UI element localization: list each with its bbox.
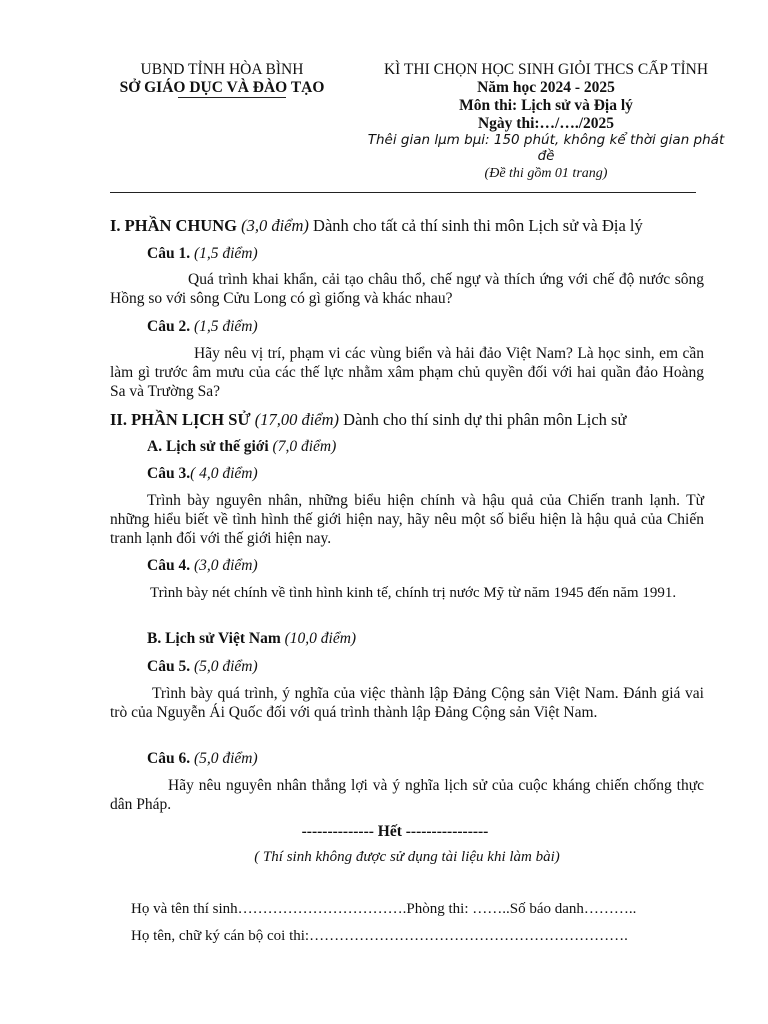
question-2-text: Hãy nêu vị trí, phạm vi các vùng biển và hải đảo Việt Nam? Là học sinh, em cần làm gì trước âm mưu của các thế lực nhằm xâm phạm chủ quyền đối với hai quần đảo Hoàng Sa và Trường Sa? [110,345,704,400]
part-a-heading [147,437,336,456]
question-2-label: Câu 2. [147,318,191,335]
section-1-points: (3,0 điểm) [241,216,309,235]
question-1-heading [147,244,258,263]
section-2-heading [110,410,704,429]
question-5-heading [147,657,258,676]
department-name: SỞ GIÁO DỤC VÀ ĐÀO TẠO [119,79,325,96]
question-4-text: Trình bày nét chính về tình hình kinh tế, chính trị nước Mỹ từ năm 1945 đến năm 1991. [150,585,677,601]
section-1-title: I. PHẦN CHUNG [110,216,237,235]
question-1-label: Câu 1. [147,245,191,262]
question-5-points: (5,0 điểm) [193,658,258,675]
exam-date: Ngày thi:…/…./2025 [477,115,615,132]
authority-name: UBND TỈNH HÒA BÌNH [140,61,304,78]
end-marker: -------------- Hết ---------------- [301,823,489,840]
section-1-heading [110,216,704,235]
part-b-points: (10,0 điểm) [280,630,357,647]
question-3-heading [147,464,258,483]
question-4-label: Câu 4. [147,557,191,574]
question-4-points: (3,0 điểm) [193,557,258,574]
invigilator-line: Họ tên, chữ ký cán bộ coi thi:………………………………………………………. [131,928,628,944]
question-1-text: Quá trình khai khẩn, cải tạo châu thổ, chế ngự và thích ứng với chế độ nước sông Hồng so với sông Cửu Long có gì giống và khác nhau? [110,271,704,307]
question-6-label: Câu 6. [147,750,191,767]
department-underline [178,97,286,98]
section-2-points: (17,00 điểm) [254,410,340,429]
exam-duration-cont: đề [537,148,555,164]
question-6-points: (5,0 điểm) [193,750,258,767]
question-6-heading [147,749,258,768]
exam-subject: Môn thi: Lịch sử và Địa lý [459,97,633,114]
part-b-heading [147,629,356,648]
question-4-heading [147,556,258,575]
header-divider [110,192,696,193]
question-5-label: Câu 5. [147,658,191,675]
question-6-text: Hãy nêu nguyên nhân thắng lợi và ý nghĩa lịch sử của cuộc kháng chiến chống thực dân Pháp. [110,777,704,813]
candidate-info-line: Họ và tên thí sinh…………………………….Phòng thi: ……..Số báo danh……….. [131,901,637,917]
question-5-text: Trình bày quá trình, ý nghĩa của việc thành lập Đảng Cộng sản Việt Nam. Đánh giá vai trò của Nguyễn Ái Quốc đối với quá trình thành lập Đảng Cộng sản Việt Nam. [110,685,704,721]
part-a-points: (7,0 điểm) [268,438,337,455]
school-year: Năm học 2024 - 2025 [477,79,615,96]
question-3-points: ( 4,0 điểm) [190,465,258,482]
section-1-desc: Dành cho tất cả thí sinh thi môn Lịch sử và Địa lý [308,216,643,235]
part-b-label: B. Lịch sử Việt Nam [147,630,281,647]
exam-duration: Thêi gian lµm bµi: 150 phút, không kể thời gian phát [367,132,725,148]
question-1-points: (1,5 điểm) [193,245,258,262]
exam-title: KÌ THI CHỌN HỌC SINH GIỎI THCS CẤP TỈNH [383,61,709,78]
no-materials-note: ( Thí sinh không được sử dụng tài liệu khi làm bài) [254,849,560,865]
section-2-desc: Dành cho thí sinh dự thi phân môn Lịch sử [339,410,627,429]
question-2-heading [147,317,258,336]
section-2-title: II. PHẦN LỊCH SỬ [110,410,251,429]
question-3-text: Trình bày nguyên nhân, những biểu hiện chính và hậu quả của Chiến tranh lạnh. Từ những hiểu biết về tình hình thế giới hiện nay, hãy nêu một số biểu hiện là hậu quả của Chiến tranh lạnh đối với thế giới hiện nay. [110,492,704,547]
part-a-label: A. Lịch sử thế giới [147,438,269,455]
question-3-label: Câu 3. [147,465,191,482]
question-2-points: (1,5 điểm) [193,318,258,335]
pages-note: (Đề thi gồm 01 trang) [484,166,608,181]
